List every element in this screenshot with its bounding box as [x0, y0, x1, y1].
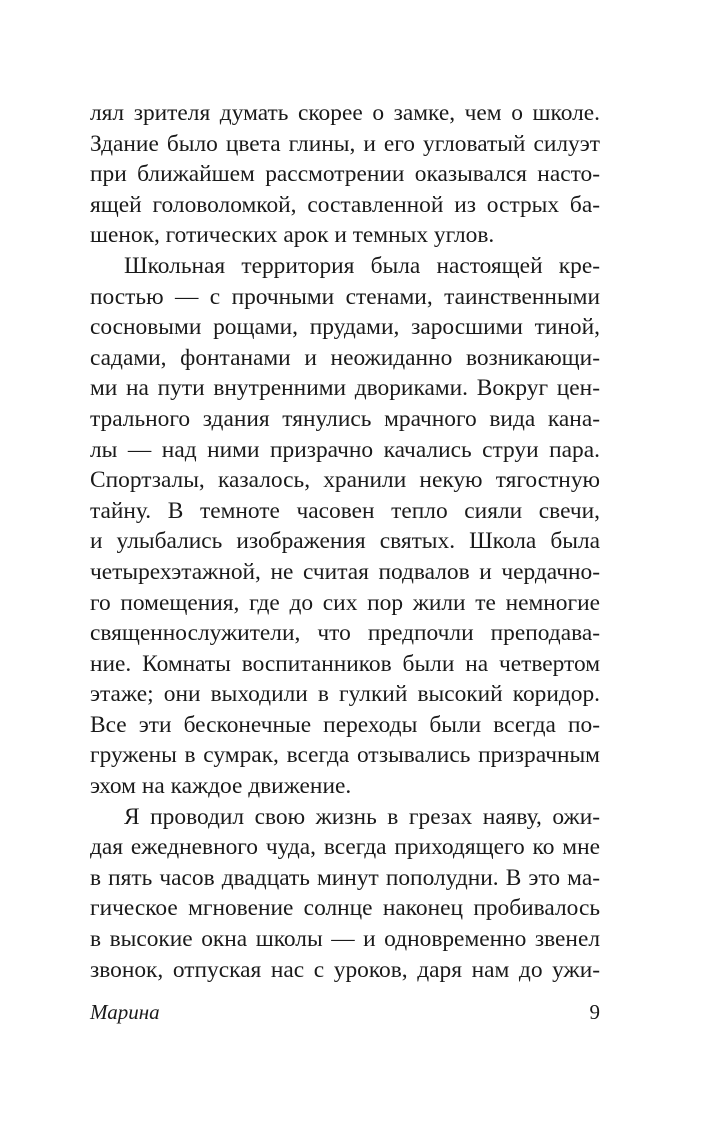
text-line: священнослужители, что предпочли преподава-: [90, 620, 600, 647]
text-line: Все эти бесконечные переходы были всегда по-: [90, 711, 600, 738]
text-line: и улыбались изображения святых. Школа была: [90, 528, 600, 555]
page-number: 9: [589, 1000, 600, 1024]
text-line: звонок, отпуская нас с уроков, даря нам до ужи-: [90, 956, 600, 983]
text-line: гружены в сумрак, всегда отзывались призрачным: [90, 742, 600, 769]
text-line: лы — над ними призрачно качались струи пара.: [90, 436, 600, 463]
text-line: постью — с прочными стенами, таинственными: [90, 283, 600, 310]
text-line: Здание было цвета глины, и его угловатый силуэт: [90, 130, 600, 157]
text-line: дая ежедневного чуда, всегда приходящего ко мне: [90, 834, 600, 861]
text-line: Спортзалы, казалось, хранили некую тягостную: [90, 467, 600, 494]
text-line: го помещения, где до сих пор жили те немногие: [90, 589, 600, 616]
text-line: в пять часов двадцать минут пополудни. В это ма-: [90, 864, 600, 891]
text-line: сосновыми рощами, прудами, заросшими тиной,: [90, 314, 600, 341]
text-line: четырехэтажной, не считая подвалов и чердачно-: [90, 558, 600, 585]
text-line: ящей головоломкой, составленной из острых ба-: [90, 191, 600, 218]
text-line: ние. Комнаты воспитанников были на четвертом: [90, 650, 600, 677]
text-line: эхом на каждое движение.: [90, 773, 352, 800]
text-line: шенок, готических арок и темных углов.: [90, 222, 495, 249]
text-line: лял зрителя думать скорее о замке, чем о школе.: [90, 100, 600, 126]
text-line: садами, фонтанами и неожиданно возникающи-: [90, 344, 600, 371]
text-line: ми на пути внутренними двориками. Вокруг цен-: [90, 375, 600, 402]
text-line: гическое мгновение солнце наконец пробивалось: [90, 895, 600, 922]
text-line: в высокие окна школы — и одновременно звенел: [90, 926, 600, 953]
text-line: при ближайшем рассмотрении оказывался насто-: [90, 161, 600, 188]
text-line: трального здания тянулись мрачного вида кана-: [90, 405, 600, 432]
running-footer-title: Марина: [90, 1000, 160, 1024]
text-line: этаже; они выходили в гулкий высокий коридор.: [90, 681, 600, 708]
body-text: [90, 98, 600, 985]
text-line: тайну. В темноте часовен тепло сияли свечи,: [90, 497, 600, 524]
text-line: Я проводил свою жизнь в грезах наяву, ожи-: [124, 803, 600, 830]
text-line: Школьная территория была настоящей кре-: [124, 252, 600, 279]
